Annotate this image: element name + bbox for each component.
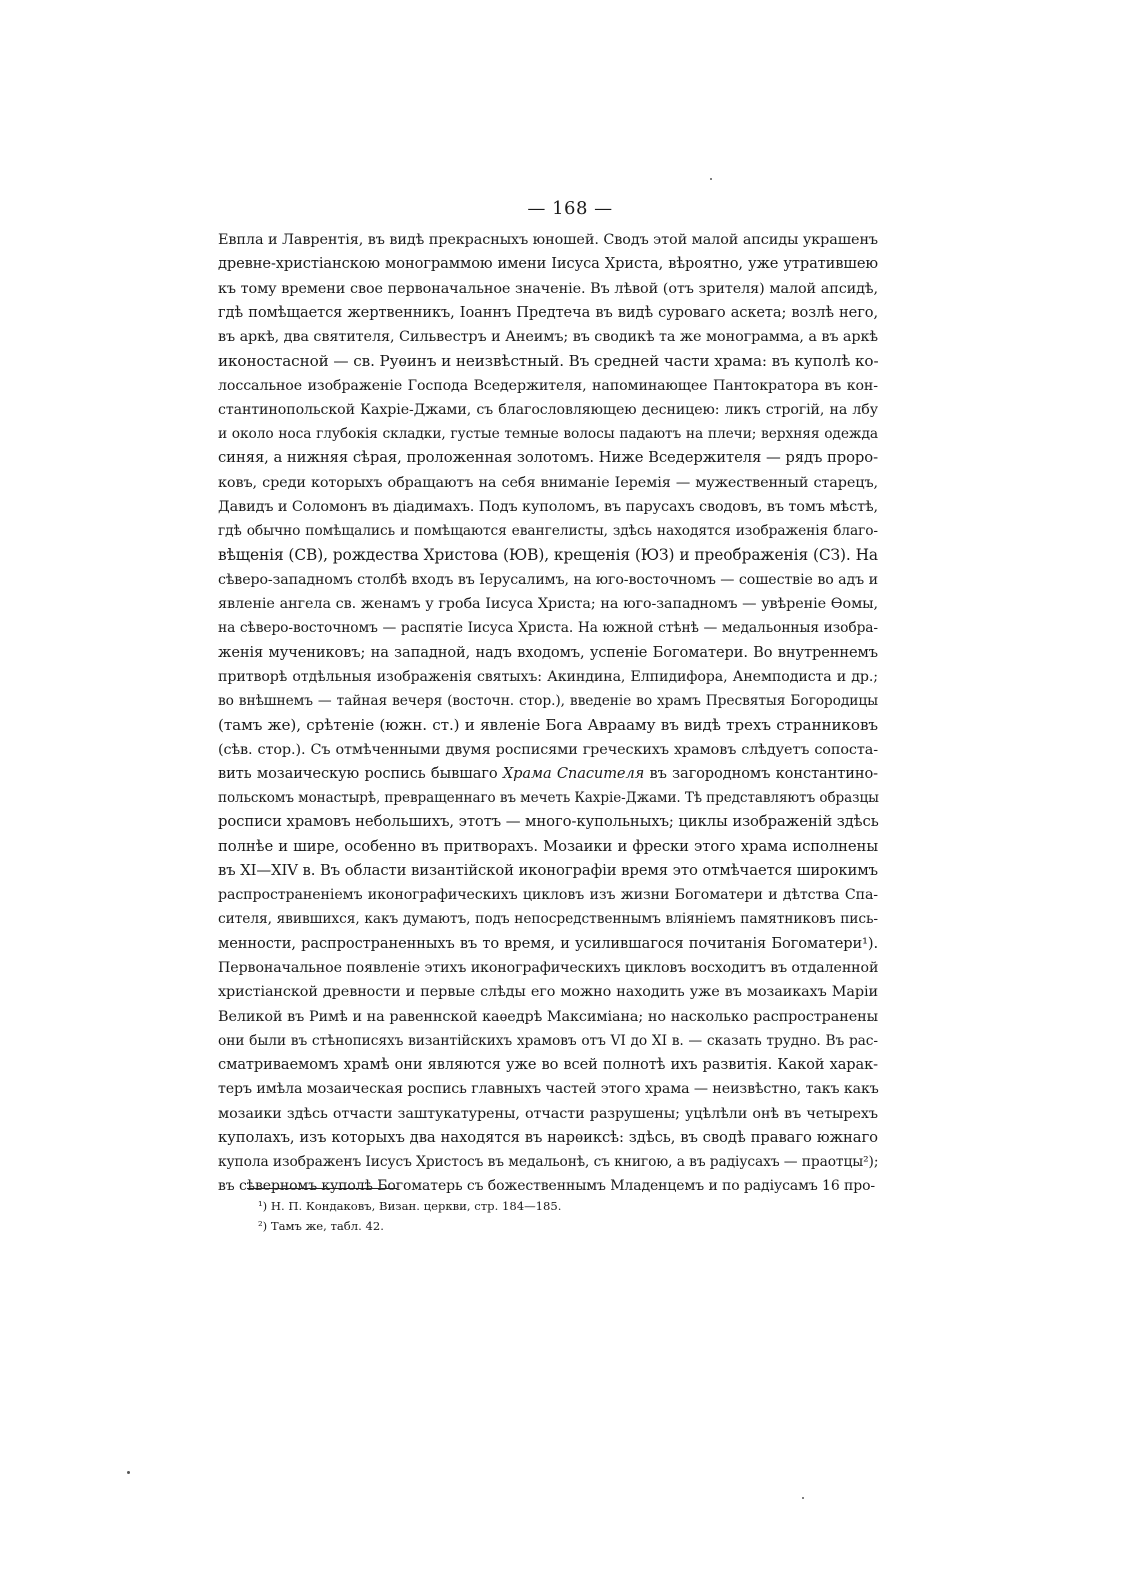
text-line: Первоначальное появленіе этихъ иконографическихъ цикловъ восходитъ въ отдаленной <box>218 959 879 976</box>
text-line: гдѣ обычно помѣщались и помѣщаются евангелисты, здѣсь находятся изображенія благо- <box>218 523 878 540</box>
text-line: полнѣе и шире, особенно въ притворахъ. Мозаики и фрески этого храма исполнены <box>218 837 878 855</box>
text-line: въ аркѣ, два святителя, Сильвестръ и Анеимъ; въ сводикѣ та же монограмма, а въ аркѣ <box>218 329 878 346</box>
text-line: (сѣв. стор.). Съ отмѣченными двумя росписями греческихъ храмовъ слѣдуетъ сопоста- <box>218 741 878 758</box>
footnote-divider <box>247 1188 397 1189</box>
scan-speck <box>710 178 712 180</box>
scan-speck <box>802 1497 804 1499</box>
footnote-2: ²) Тамъ же, табл. 42. <box>258 1219 384 1233</box>
text-line: древне-христіанскою монограммою имени Іисуса Христа, вѣроятно, уже утратившею <box>218 255 878 273</box>
text-line: иконостасной — св. Руѳинъ и неизвѣстный. Въ средней части храма: въ куполѣ ко- <box>218 352 879 371</box>
text-line: сѣверо-западномъ столбѣ входъ въ Іерусалимъ, на юго-восточномъ — сошествіе во адъ и <box>218 571 878 588</box>
text-line: во внѣшнемъ — тайная вечеря (восточн. стор.), введеніе во храмъ Пресвятыя Богородицы <box>218 693 878 710</box>
text-line: стантинопольской Кахріе-Джами, съ благословляющею десницею: ликъ строгій, на лбу <box>218 401 878 418</box>
text-line: Давидъ и Соломонъ въ діадимахъ. Подъ куполомъ, въ парусахъ сводовъ, въ томъ мѣстѣ, <box>218 498 878 515</box>
text-line: польскомъ монастырѣ, превращеннаго въ мечеть Кахріе-Джами. Тѣ представляютъ образцы <box>218 790 879 807</box>
text-line: и около носа глубокія складки, густые темные волосы падаютъ на плечи; верхняя одежда <box>218 426 878 443</box>
text-line: на сѣверо-восточномъ — распятіе Іисуса Христа. На южной стѣнѣ — медальонныя изобра- <box>218 620 878 637</box>
text-line: сматриваемомъ храмѣ они являются уже во всей полнотѣ ихъ развитія. Какой харак- <box>218 1056 878 1074</box>
text-line: росписи храмовъ небольшихъ, этотъ — много-купольныхъ; циклы изображеній здѣсь <box>218 813 879 831</box>
body-text <box>218 228 878 1199</box>
text-line: въ сѣверномъ куполѣ Богоматерь съ божественнымъ Младенцемъ и по радіусамъ 16 про- <box>218 1178 876 1195</box>
text-line: женія мучениковъ; на западной, надъ входомъ, успеніе Богоматери. Во внутреннемъ <box>218 643 878 661</box>
text-line: притворѣ отдѣльныя изображенія святыхъ: Акиндина, Елпидифора, Анемподиста и др.; <box>218 668 878 685</box>
text-line: въ XI—XIV в. Въ области византійской иконографіи время это отмѣчается широкимъ <box>218 861 878 879</box>
text-line: купола изображенъ Іисусъ Христосъ въ медальонѣ, съ книгою, а въ радіусахъ — праотцы²); <box>218 1154 879 1171</box>
text-line: мозаики здѣсь отчасти заштукатурены, отчасти разрушены; уцѣлѣли онѣ въ четырехъ <box>218 1105 878 1122</box>
text-line: вить мозаическую роспись бывшаго Храма Спасителя въ загородномъ константино- <box>218 764 879 782</box>
text-line: явленіе ангела св. женамъ у гроба Іисуса Христа; на юго-западномъ — увѣреніе Ѳомы, <box>218 595 878 612</box>
footnote-1: ¹) Н. П. Кондаковъ, Визан. церкви, стр. 184—185. <box>258 1199 562 1213</box>
text-line: Евпла и Лаврентія, въ видѣ прекрасныхъ юношей. Сводъ этой малой апсиды украшенъ <box>218 232 878 248</box>
italic-phrase: Храма Спасителя <box>502 764 645 782</box>
text-line: (тамъ же), срѣтеніе (южн. ст.) и явленіе Бога Аврааму въ видѣ трехъ странниковъ <box>218 716 878 735</box>
text-line: лоссальное изображеніе Господа Вседержителя, напоминающее Пантократора въ кон- <box>218 377 878 394</box>
text-line: теръ имѣла мозаическая роспись главныхъ частей этого храма — неизвѣстно, такъ какъ <box>218 1081 879 1098</box>
text-line: ковъ, среди которыхъ обращаютъ на себя вниманіе Іеремія — мужественный старецъ, <box>218 474 878 491</box>
text-line: къ тому времени свое первоначальное значеніе. Въ лѣвой (отъ зрителя) малой апсидѣ, <box>218 280 878 297</box>
text-line: распространеніемъ иконографическихъ цикловъ изъ жизни Богоматери и дѣтства Спа- <box>218 887 878 904</box>
text-line: гдѣ помѣщается жертвенникъ, Іоаннъ Предтеча въ видѣ суроваго аскета; возлѣ него, <box>218 303 878 321</box>
text-line: Великой въ Римѣ и на равеннской каѳедрѣ Максиміана; но насколько распространены <box>218 1008 878 1025</box>
text-line: они были въ стѣнописяхъ византійскихъ храмовъ отъ VI до XI в. — сказать трудно. Въ рас- <box>218 1032 878 1049</box>
text-line: вѣщенія (СВ), рождества Христова (ЮВ), крещенія (ЮЗ) и преображенія (СЗ). На <box>218 546 878 565</box>
text-line: куполахъ, изъ которыхъ два находятся въ нарѳиксѣ: здѣсь, въ сводѣ праваго южнаго <box>218 1128 878 1146</box>
page-number: — 168 — <box>527 198 613 219</box>
text-line: синяя, а нижняя сѣрая, проложенная золотомъ. Ниже Вседержителя — рядъ проро- <box>218 449 878 467</box>
text-line: менности, распространенныхъ въ то время, и усилившагося почитанія Богоматери¹). <box>218 934 878 952</box>
text-line: христіанской древности и первые слѣды его можно находить уже въ мозаикахъ Маріи <box>218 984 878 1001</box>
text-line: сителя, явившихся, какъ думаютъ, подъ непосредственнымъ вліяніемъ памятниковъ пись- <box>218 911 878 928</box>
footnotes <box>258 1196 858 1236</box>
scan-speck <box>127 1471 130 1474</box>
